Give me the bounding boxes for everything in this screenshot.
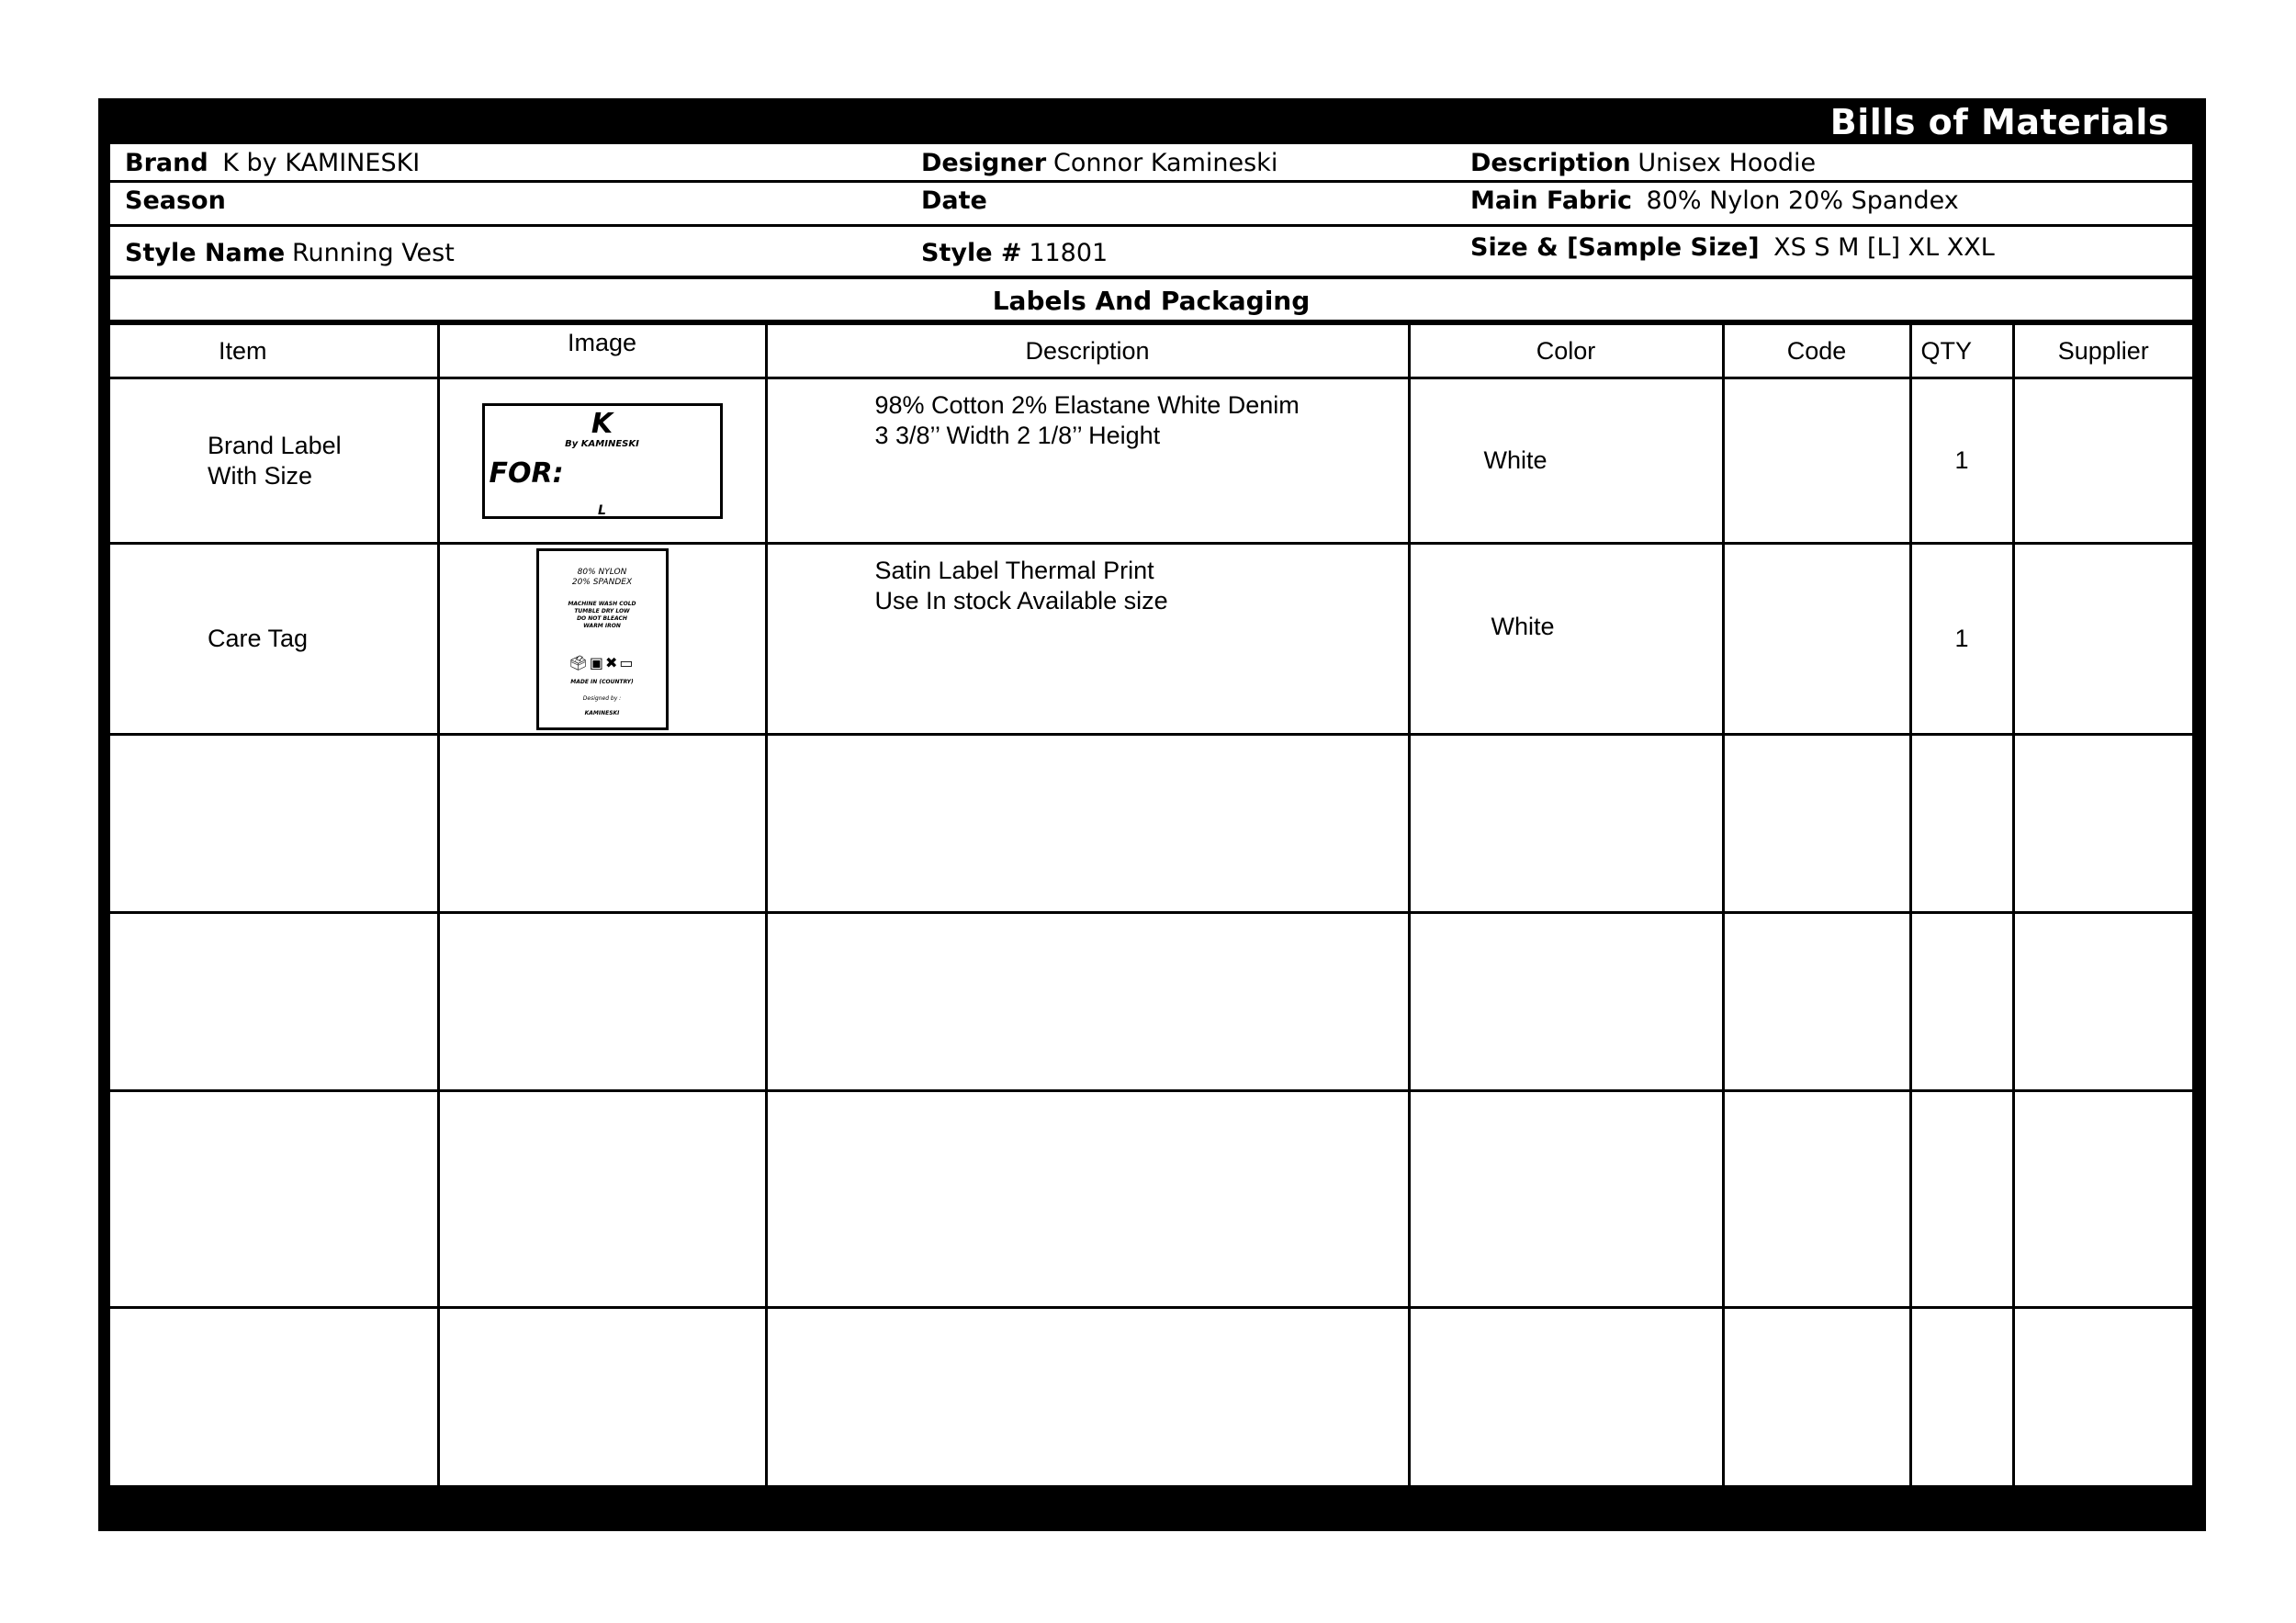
care-tag-designer: KAMINESKI [584, 709, 620, 716]
supplier-cell [2013, 378, 2192, 544]
designed-by-text: Designed by : [582, 694, 622, 702]
description-cell [766, 913, 1409, 1091]
description-line: 98% Cotton 2% Elastane White Denim [874, 391, 1300, 419]
care-instruction: DO NOT BLEACH [577, 614, 627, 622]
header-divider [110, 276, 2192, 279]
table-row [110, 1091, 2192, 1308]
date-label: Date [921, 186, 987, 215]
qty-cell [1910, 735, 2013, 913]
header-divider [110, 180, 2192, 183]
code-cell [1723, 735, 1910, 913]
supplier-cell [2013, 544, 2192, 735]
item-cell [110, 378, 438, 544]
supplier-cell [2013, 1091, 2192, 1308]
code-cell [1723, 544, 1910, 735]
item-cell [110, 1308, 438, 1492]
item-cell [110, 1091, 438, 1308]
for-text: FOR: [489, 456, 564, 490]
style-name-field [125, 238, 455, 267]
description-label: Description [1470, 149, 1631, 177]
code-cell [1723, 1091, 1910, 1308]
qty-cell [1910, 1091, 2013, 1308]
care-tag-image [536, 548, 669, 730]
brand-label: Brand [125, 149, 208, 177]
section-title: Labels And Packaging [992, 286, 1311, 316]
size-label: Size & [Sample Size] [1470, 233, 1760, 262]
column-header-supplier: Supplier [2013, 324, 2192, 378]
no-bleach-icon: ✖ [604, 653, 620, 671]
page-title: Bills of Materials [1829, 102, 2169, 142]
style-number-field [921, 238, 1108, 267]
description-cell [766, 1308, 1409, 1492]
description-cell [766, 1091, 1409, 1308]
care-tag-instructions [539, 601, 666, 630]
image-cell [438, 544, 766, 735]
iron-icon: ▭ [619, 653, 636, 671]
image-cell [438, 378, 766, 544]
style-name-label: Style Name [125, 239, 286, 267]
item-cell [110, 913, 438, 1091]
size-mark: L [598, 502, 606, 518]
table-row [110, 1308, 2192, 1492]
logo-k: K [591, 407, 613, 440]
qty-cell [1910, 913, 2013, 1091]
header-divider [110, 224, 2192, 227]
size-field [1470, 232, 1995, 262]
description-cell [766, 378, 1409, 544]
color-cell [1409, 735, 1723, 913]
description-cell [766, 544, 1409, 735]
column-header-description: Description [766, 324, 1409, 378]
image-cell [438, 1308, 766, 1492]
description-cell [766, 735, 1409, 913]
designer-label: Designer [921, 149, 1047, 177]
table-row [110, 544, 2192, 735]
item-line: Care Tag [208, 625, 309, 652]
description-line: Use In stock Available size [874, 587, 1168, 614]
size-value: XS S M [L] XL XXL [1773, 233, 1995, 262]
code-cell [1723, 913, 1910, 1091]
color-cell: White [1409, 544, 1723, 735]
brand-value: K by KAMINESKI [222, 149, 421, 177]
color-cell [1409, 913, 1723, 1091]
designer-field [921, 148, 1277, 177]
brand-field [125, 148, 420, 177]
description-value: Unisex Hoodie [1638, 149, 1817, 177]
column-header-color: Color [1409, 324, 1723, 378]
table-row [110, 378, 2192, 544]
image-cell [438, 913, 766, 1091]
bom-sheet [110, 144, 2192, 1485]
care-instruction: TUMBLE DRY LOW [574, 607, 630, 614]
column-header-item: Item [110, 324, 438, 378]
designer-value: Connor Kamineski [1053, 149, 1278, 177]
image-cell [438, 1091, 766, 1308]
care-icons [539, 654, 666, 671]
supplier-cell [2013, 913, 2192, 1091]
table-header-row [110, 324, 2192, 378]
season-label: Season [125, 186, 226, 215]
color-cell [1409, 1308, 1723, 1492]
care-tag-fabric-line: 80% NYLON [577, 567, 627, 577]
column-header-image: Image [438, 324, 766, 378]
item-cell [110, 544, 438, 735]
care-instruction: MACHINE WASH COLD [568, 600, 636, 607]
qty-cell: 1 [1910, 544, 2013, 735]
brand-label-image [482, 403, 723, 519]
care-tag-fabric [539, 568, 666, 588]
column-header-code: Code [1723, 324, 1910, 378]
main-fabric-label: Main Fabric [1470, 186, 1632, 215]
table-row [110, 913, 2192, 1091]
main-fabric-value: 80% Nylon 20% Spandex [1646, 186, 1959, 215]
column-header-qty: QTY [1910, 324, 2013, 378]
code-cell [1723, 378, 1910, 544]
image-cell [438, 735, 766, 913]
item-line: With Size [208, 461, 313, 490]
care-instruction: WARM IRON [583, 622, 621, 629]
color-cell [1409, 1091, 1723, 1308]
qty-cell [1910, 1308, 2013, 1492]
main-fabric-field [1470, 186, 1959, 215]
color-cell: White [1409, 378, 1723, 544]
qty-cell: 1 [1910, 378, 2013, 544]
supplier-cell [2013, 735, 2192, 913]
style-number-label: Style # [921, 239, 1022, 267]
style-name-value: Running Vest [291, 239, 455, 267]
description-field [1470, 148, 1816, 177]
logo-byline: By KAMINESKI [565, 438, 639, 449]
table-row [110, 735, 2192, 913]
date-field [921, 186, 987, 215]
style-number-value: 11801 [1029, 239, 1109, 267]
made-in-text: MADE IN (COUNTRY) [570, 678, 634, 685]
code-cell [1723, 1308, 1910, 1492]
tumble-dry-icon: ▣ [589, 653, 605, 671]
description-line: Satin Label Thermal Print [874, 557, 1154, 584]
supplier-cell [2013, 1308, 2192, 1492]
bom-frame [98, 98, 2206, 1531]
care-tag-fabric-line: 20% SPANDEX [571, 577, 633, 587]
wash-icon: 🗳︎ [568, 653, 590, 671]
bom-table [110, 322, 2192, 1492]
item-cell [110, 735, 438, 913]
item-line: Brand Label [208, 431, 342, 459]
description-line: 3 3/8’’ Width 2 1/8’’ Height [874, 422, 1161, 449]
season-field [125, 186, 226, 215]
